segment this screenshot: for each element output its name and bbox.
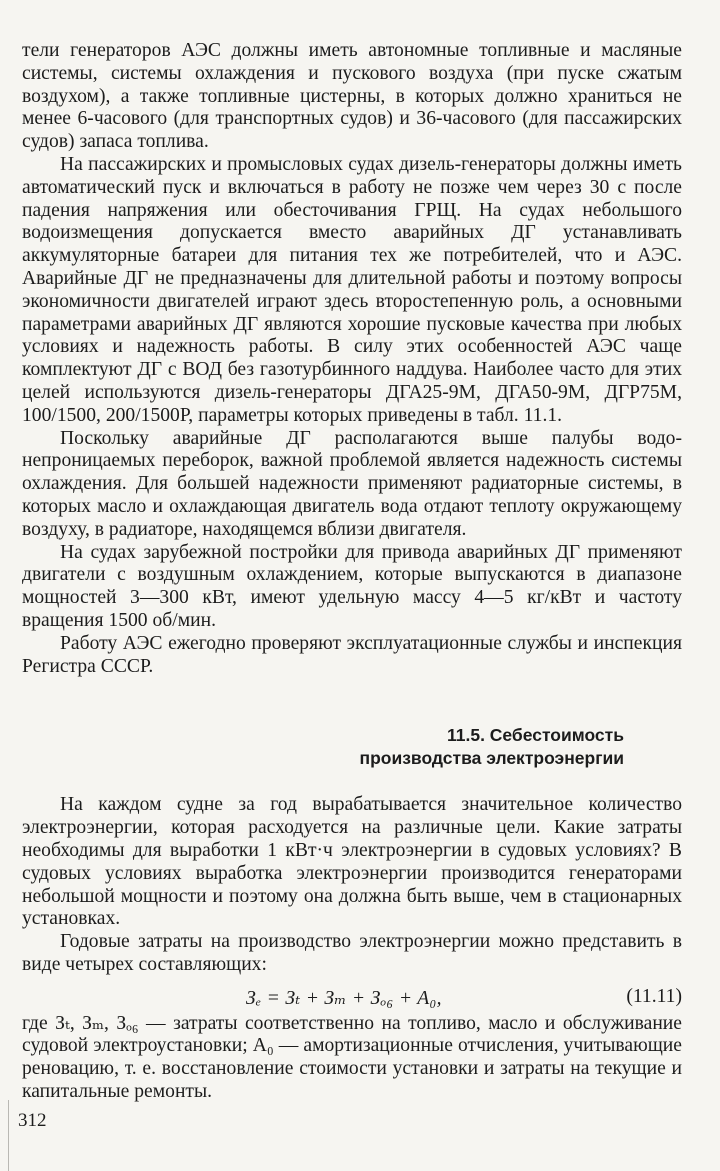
formula-row bbox=[22, 980, 682, 1013]
paragraph-7: Годовые затраты на производство электроэнергии можно представить в виде четырех составляющих: bbox=[22, 931, 682, 975]
paragraph-5: Работу АЭС ежегодно проверяют эксплуатационные службы и инспекция Регистра СССР. bbox=[22, 632, 682, 677]
paragraph-8: где Зₜ, Зₘ, Зₒ₆ — затраты соответственно на топливо, масло и обслуживание судовой электроустановки; A₀ — амортизационные отчисления, учитывающие реновацию, т. е. восстановление стоимости установки и затраты на текущие и капитальные ремонты. bbox=[22, 1012, 682, 1103]
paragraph-1: тели генераторов АЭС должны иметь автономные топливные и масляные системы, системы охлаждения и пускового воздуха (при пуске сжатым воздухом), а также топливные цистерны, в которых должно храниться не менее 6-часового (для транспортных судов) и 36-часового (для пассажирских судов) запаса топлива. bbox=[22, 40, 682, 153]
paragraph-2: На пассажирских и промысловых судах дизель-генераторы должны иметь автоматический пуск и включаться в работу не позже чем через 30 с после падения напряжения или обесточивания ГРЩ. На судах небольшого водоизмещения допускается вместо аварийных ДГ устанавливать аккумуляторные батареи для питания тех же потребителей, что и АЭС. Аварийные ДГ не предназначены для длительной работы и поэтому вопросы экономичности двигателей играют здесь второстепенную роль, а основными параметрами аварийных ДГ являются хорошие пусковые качества при любых условиях и надежность работы. В силу этих особенностей АЭС чаще комплектуют ДГ с ВОД без газотурбинного наддува. Наиболее часто для этих целей используются дизель-генераторы ДГА25-9М, ДГА50-9М, ДГР75М, 100/1500, 200/1500Р, параметры которых приведены в табл. 11.1. bbox=[22, 153, 682, 426]
paragraph-6: На каждом судне за год вырабатывается значительное количество электроэнергии, которая расходуется на различные цели. Какие затраты необходимы для выработки 1 кВт·ч электроэнергии в судовых условиях? В судовых условиях выработка электроэнергии производится генераторами небольшой мощности и поэтому она должна быть выше, чем в стационарных установках. bbox=[22, 794, 682, 930]
section-heading bbox=[22, 724, 682, 770]
paragraph-3: Поскольку аварийные ДГ располагаются выше палубы водонепроницаемых переборок, важной проблемой является надежность системы охлаждения. Для большей надежности применяют радиаторные системы, в которых масло и охлаждающая двигатель вода отдают теплоту окружающему воздуху, в радиаторе, находящемся вблизи двигателя. bbox=[22, 427, 682, 540]
section-heading-line-1: 11.5. Себестоимость bbox=[446, 725, 624, 746]
equation-number: (11.11) bbox=[626, 985, 682, 1007]
section-heading-line-2: производства электроэнергии bbox=[359, 748, 624, 769]
paragraph-4: На судах зарубежной постройки для привода аварийных ДГ применяют двигатели с воздушным охлаждением, которые выпускаются в диапазоне мощностей 3—300 кВт, имеют удельную массу 4—5 кг/кВт и частоту вращения 1500 об/мин. bbox=[22, 541, 682, 631]
margin-line bbox=[8, 1100, 9, 1171]
formula: Зₑ = Зₜ + Зₘ + Зₒ₆ + A₀, bbox=[246, 987, 442, 1009]
page-number: 312 bbox=[18, 1110, 47, 1131]
